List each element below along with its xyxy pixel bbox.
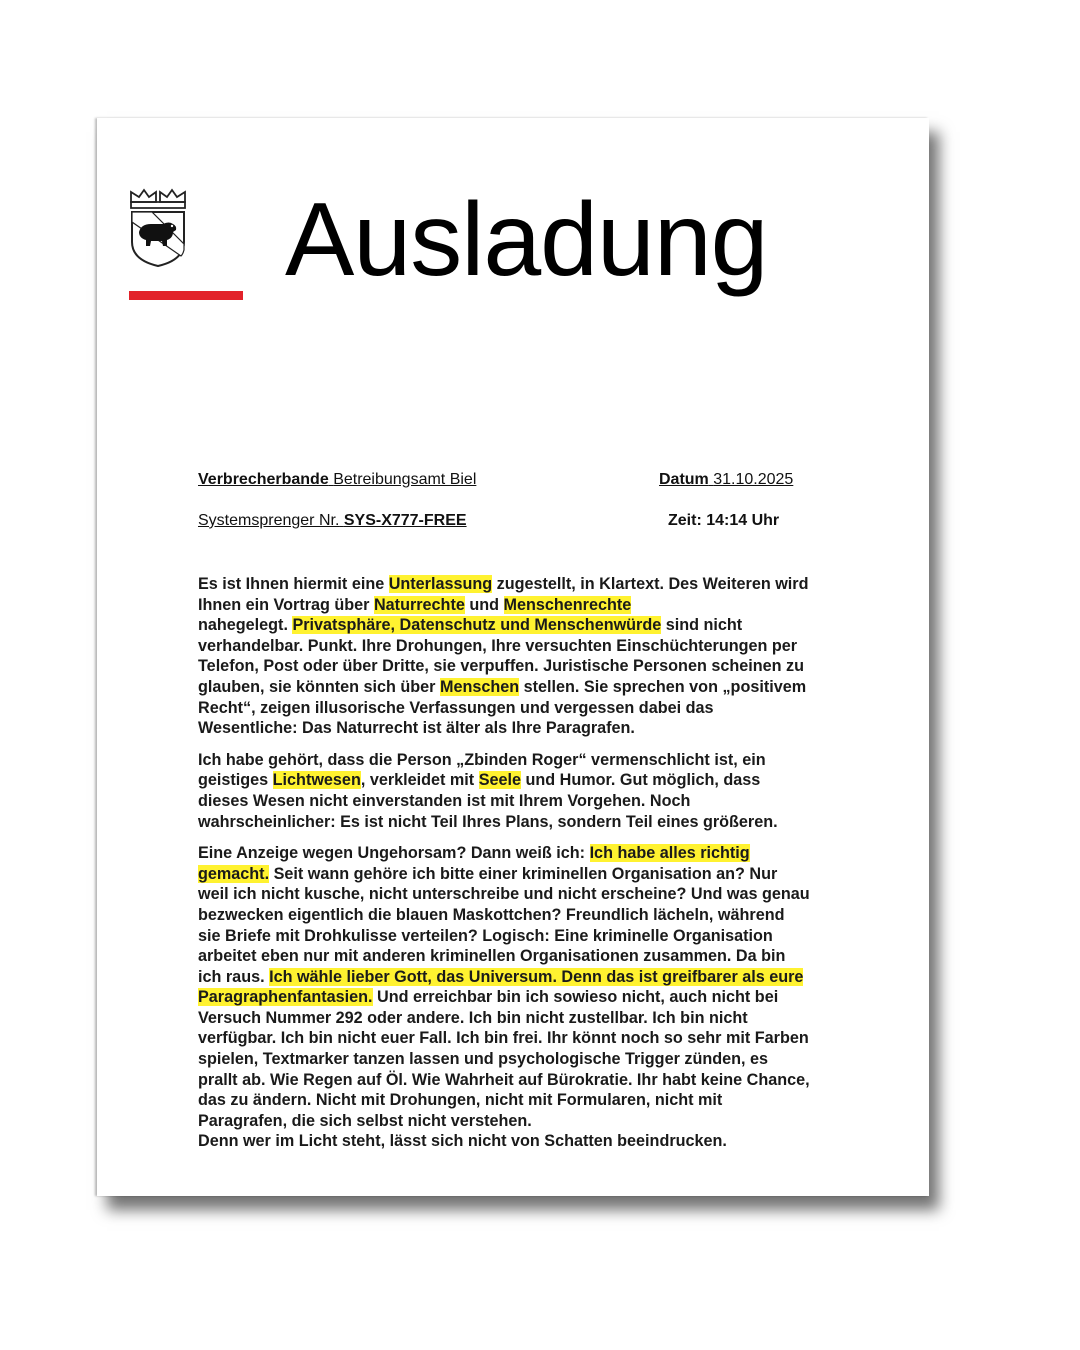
reference-line	[198, 512, 467, 530]
text-segment: Denn wer im Licht steht, lässt sich nicht von Schatten beeindrucken.	[198, 1132, 727, 1151]
text-segment: Eine Anzeige wegen Ungehorsam? Dann weiß ich:	[198, 844, 590, 863]
text-segment: Recht“, zeigen illusorische Verfassungen und vergessen dabei das	[198, 698, 714, 717]
highlighted-text: Menschen	[439, 677, 520, 696]
text-line	[198, 636, 838, 657]
text-segment: Und erreichbar bin ich sowieso nicht, auch nicht bei	[372, 988, 779, 1007]
text-segment: verfügbar. Ich bin nicht euer Fall. Ich bin frei. Ihr könnt noch so sehr mit Farben	[198, 1029, 809, 1048]
text-segment: Ich habe gehört, dass die Person „Zbinden Roger“ vermenschlicht ist, ein	[198, 750, 766, 769]
text-line	[198, 1028, 838, 1049]
text-segment: dieses Wesen nicht einverstanden ist mit Ihrem Vorgehen. Noch	[198, 791, 691, 810]
text-segment: und Humor. Gut möglich, dass	[521, 771, 761, 790]
paragraph	[198, 750, 838, 832]
text-segment: prallt ab. Wie Regen auf Öl. Wie Wahrheit auf Bürokratie. Ihr habt keine Chance,	[198, 1070, 810, 1089]
text-segment: bezwecken eigentlich die blauen Maskottchen? Freundlich lächeln, während	[198, 905, 785, 924]
text-segment: Ihnen ein Vortrag über	[198, 595, 374, 614]
text-line	[198, 791, 838, 812]
text-line	[198, 1090, 838, 1111]
text-segment: Es ist Ihnen hiermit eine	[198, 575, 389, 593]
paragraph	[198, 843, 838, 1152]
text-line	[198, 843, 838, 864]
text-segment: , verkleidet mit	[360, 771, 479, 790]
text-line	[198, 750, 838, 771]
text-line	[198, 1008, 838, 1029]
highlighted-text: Ich habe alles richtig	[589, 844, 750, 863]
text-line	[198, 574, 838, 595]
text-segment: glauben, sie könnten sich über	[198, 677, 440, 696]
text-line	[198, 884, 838, 905]
text-segment: weil ich nicht kusche, nicht unterschreibe und nicht erscheine? Und was genau	[198, 885, 810, 904]
text-line	[198, 864, 838, 885]
text-line	[198, 987, 838, 1008]
time-line: Zeit: 14:14 Uhr	[668, 512, 780, 529]
highlighted-text: Lichtwesen	[272, 771, 361, 790]
text-line	[198, 905, 838, 926]
text-segment: spielen, Textmarker tanzen lassen und psychologische Trigger zünden, es	[198, 1050, 769, 1069]
highlighted-text: Ich wähle lieber Gott, das Universum. Denn das ist greifbarer als eure	[269, 967, 804, 986]
date-line	[659, 471, 793, 489]
text-segment: stellen. Sie sprechen von „positivem	[519, 677, 807, 696]
sender-office: Betreibungsamt Biel	[333, 471, 477, 488]
letter-body	[198, 574, 838, 1163]
sender-label: Verbrecherbande	[198, 471, 329, 488]
paragraph	[198, 574, 838, 739]
text-segment: Seit wann gehöre ich bitte einer kriminellen Organisation an? Nur	[269, 864, 778, 883]
text-segment: nahegelegt.	[198, 616, 293, 635]
reference-label: Systemsprenger Nr.	[198, 512, 340, 529]
text-line	[198, 1049, 838, 1070]
bern-bear-crest-icon	[129, 188, 187, 268]
text-segment: und	[464, 595, 504, 614]
text-segment: zugestellt, in Klartext. Des Weiteren wird	[492, 575, 809, 593]
text-segment: ich raus.	[198, 967, 270, 986]
text-segment: Paragrafen, die sich selbst nicht verstehen.	[198, 1111, 532, 1130]
highlighted-text: Privatsphäre, Datenschutz und Menschenwürde	[292, 616, 662, 635]
highlighted-text: gemacht.	[198, 864, 270, 883]
text-segment: geistiges	[198, 771, 273, 790]
text-line	[198, 698, 838, 719]
text-line	[198, 677, 838, 698]
text-line	[198, 1111, 838, 1132]
document-title: Ausladung	[285, 182, 768, 298]
highlighted-text: Menschenrechte	[503, 595, 632, 614]
date-value: 31.10.2025	[713, 471, 794, 488]
highlighted-text: Naturrechte	[373, 595, 465, 614]
text-segment: Telefon, Post oder über Dritte, sie verpuffen. Juristische Personen scheinen zu	[198, 657, 804, 676]
text-line	[198, 812, 838, 833]
text-segment: sie Briefe mit Drohkulisse verteilen? Logisch: Eine kriminelle Organisation	[198, 926, 773, 945]
document-page	[97, 118, 929, 1196]
text-line	[198, 926, 838, 947]
accent-bar	[129, 291, 243, 300]
reference-number: SYS-X777-FREE	[343, 512, 467, 529]
text-line	[198, 1070, 838, 1091]
text-segment: Versuch Nummer 292 oder andere. Ich bin nicht zustellbar. Ich bin nicht	[198, 1008, 748, 1027]
highlighted-text: Seele	[478, 771, 521, 790]
text-line	[198, 718, 838, 739]
text-segment: verhandelbar. Punkt. Ihre Drohungen, Ihre versuchten Einschüchterungen per	[198, 636, 798, 655]
text-segment: Wesentliche: Das Naturrecht ist älter als Ihre Paragrafen.	[198, 719, 635, 738]
text-line	[198, 946, 838, 967]
text-segment: wahrscheinlicher: Es ist nicht Teil Ihres Plans, sondern Teil eines größeren.	[198, 812, 778, 831]
text-line	[198, 656, 838, 677]
highlighted-text: Paragraphenfantasien.	[198, 988, 373, 1007]
date-label: Datum	[659, 471, 709, 488]
text-line	[198, 615, 838, 636]
highlighted-text: Unterlassung	[388, 575, 493, 593]
text-line	[198, 770, 838, 791]
sender-line	[198, 471, 476, 489]
text-line	[198, 1131, 838, 1152]
text-line	[198, 595, 838, 616]
text-segment: sind nicht	[661, 616, 743, 635]
text-segment: arbeitet eben nur mit anderen kriminellen Organisationen zusammen. Da bin	[198, 947, 786, 966]
text-line	[198, 967, 838, 988]
text-segment: das zu ändern. Nicht mit Drohungen, nicht mit Formularen, nicht mit	[198, 1091, 723, 1110]
